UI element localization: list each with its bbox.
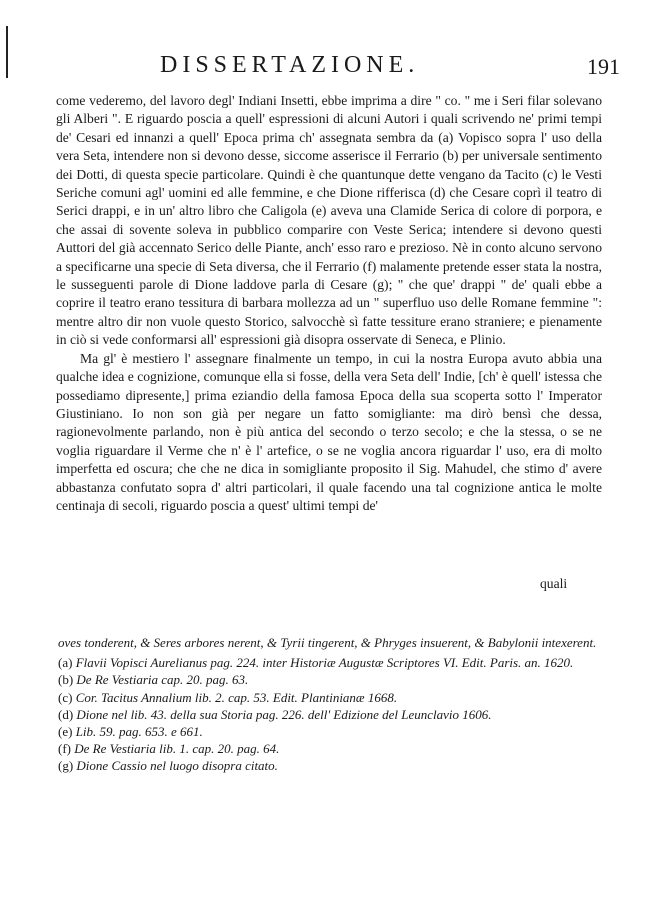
paragraph: Ma gl' è mestiero l' assegnare finalmente un tempo, in cui la nostra Europa avuto abbia una qualche idea e cognizione, comunque ella si fosse, della vera Seta dell' Indie, [ch' è quell' istessa che possediamo dipresente,] prima eziandio della famosa Epoca della sua scoperta sotto l' Imperator Giustiniano. Io non son già per negare un fatto somigliante: ma dirò bensì che dessa, ragionevolmente parlando, non è più antica del secondo o terzo secolo; e che la stessa, o se ne voglia riguardare il Verme che n' è l' artefice, o se ne voglia ancora riguardar l' uso, era di molto imperfetta ed oscura; che che ne dica in somigliante proposito il Sig. Mahudel, che stimo d' avere abbastanza confutato sopra d' altri particolari, il quale facendo una tal cognizione antica le molte centinaja di secoli, riguardo poscia a quest' ultimi tempi de' bbox=[56, 350, 602, 513]
footnote-mark: (d) bbox=[58, 706, 74, 722]
running-title: DISSERTAZIONE. bbox=[160, 52, 420, 78]
footnote-text: Dione nel lib. 43. della sua Storia pag. 226. dell' Edizione del Leunclavio 1606. bbox=[76, 706, 492, 722]
footnote-text: Flavii Vopisci Aurelianus pag. 224. inter Historiæ Augustæ Scriptores VI. Edit. Paris. an. 1620. bbox=[75, 655, 574, 671]
footnote-text: De Re Vestiaria lib. 1. cap. 20. pag. 64. bbox=[74, 741, 280, 757]
footnote bbox=[58, 689, 602, 706]
footnote-text: Cor. Tacitus Annalium lib. 2. cap. 53. Edit. Plantinianæ 1668. bbox=[75, 689, 398, 705]
footnote bbox=[58, 706, 602, 723]
footnote bbox=[58, 740, 602, 757]
footnote-mark: (f) bbox=[58, 741, 71, 757]
footnote-text: Dione Cassio nel luogo disopra citato. bbox=[76, 758, 278, 774]
footnotes bbox=[58, 634, 602, 775]
footnote-mark: (a) bbox=[58, 655, 73, 671]
footnote bbox=[58, 757, 602, 774]
footnote-mark: (e) bbox=[58, 724, 73, 740]
footnote-text: Lib. 59. pag. 653. e 661. bbox=[75, 724, 203, 740]
catchword: quali bbox=[540, 576, 568, 591]
footnote-text: De Re Vestiaria cap. 20. pag. 63. bbox=[76, 672, 249, 688]
main-text bbox=[56, 92, 602, 515]
page-header bbox=[60, 52, 620, 86]
footnote-continuation: oves tonderent, & Seres arbores nerent, & Tyrii tingerent, & Phryges insuerent, & Babylonii intexerent. bbox=[58, 635, 597, 650]
footnote-mark: (g) bbox=[58, 758, 74, 774]
page-number: 191 bbox=[587, 54, 620, 79]
footnote-mark: (b) bbox=[58, 672, 74, 688]
paragraph: come vederemo, del lavoro degl' Indiani Insetti, ebbe imprima a dire " co. " me i Seri filar solevano gli Alberi ". E riguardo poscia a quell' espressioni di alcuni Autori i quali scrivendo ne' primi tempi de' Cesari ed innanzi a quell' Epoca prima ch' assegnata sembra da (a) Vopisco sopra l' uso della vera Seta, intendere non si devono desse, siccome asserisce il Ferrario (b) per universale sentimento dei Dotti, di questa specie particolare. Quindi è che quantunque dette vengano da Tacito (c) le Vesti Seriche comuni agl' uomini ed alle femmine, e che Dione rifferisca (d) che Cesare coprì il teatro di Serici drappi, e in un' altro libro che Caligola (e) aveva una Clamide Serica di colore di porpora, e che assai di sovente soleva in pubblico comparire con Veste Serica; intendere si devono questi Auttori del già accennato Serico delle Piante, anch' esso raro e prezioso. Nè in conto alcuno servono a specificarne una specie di Seta diversa, che il Ferrario (f) malamente pretende esser stata la nostra, le susseguenti parole di Dione laddove parla di Cesare (g); " che que' drappi " de' quali ebbe a coprire il teatro erano tessitura di barbara mollezza ad un " superfluo uso delle Romane femmine ": mentre altro dir non vuole questo Storico, salvocchè sì fatte tessiture erano straniere; e pienamente in ciò si vede conformarsi all' espressioni già disopra osservate di Seneca, e Plinio. bbox=[56, 93, 602, 348]
footnote bbox=[58, 723, 602, 740]
footnote-mark: (c) bbox=[58, 689, 73, 705]
footnote bbox=[58, 671, 602, 688]
footnote bbox=[58, 654, 602, 671]
margin-rule bbox=[6, 26, 8, 78]
